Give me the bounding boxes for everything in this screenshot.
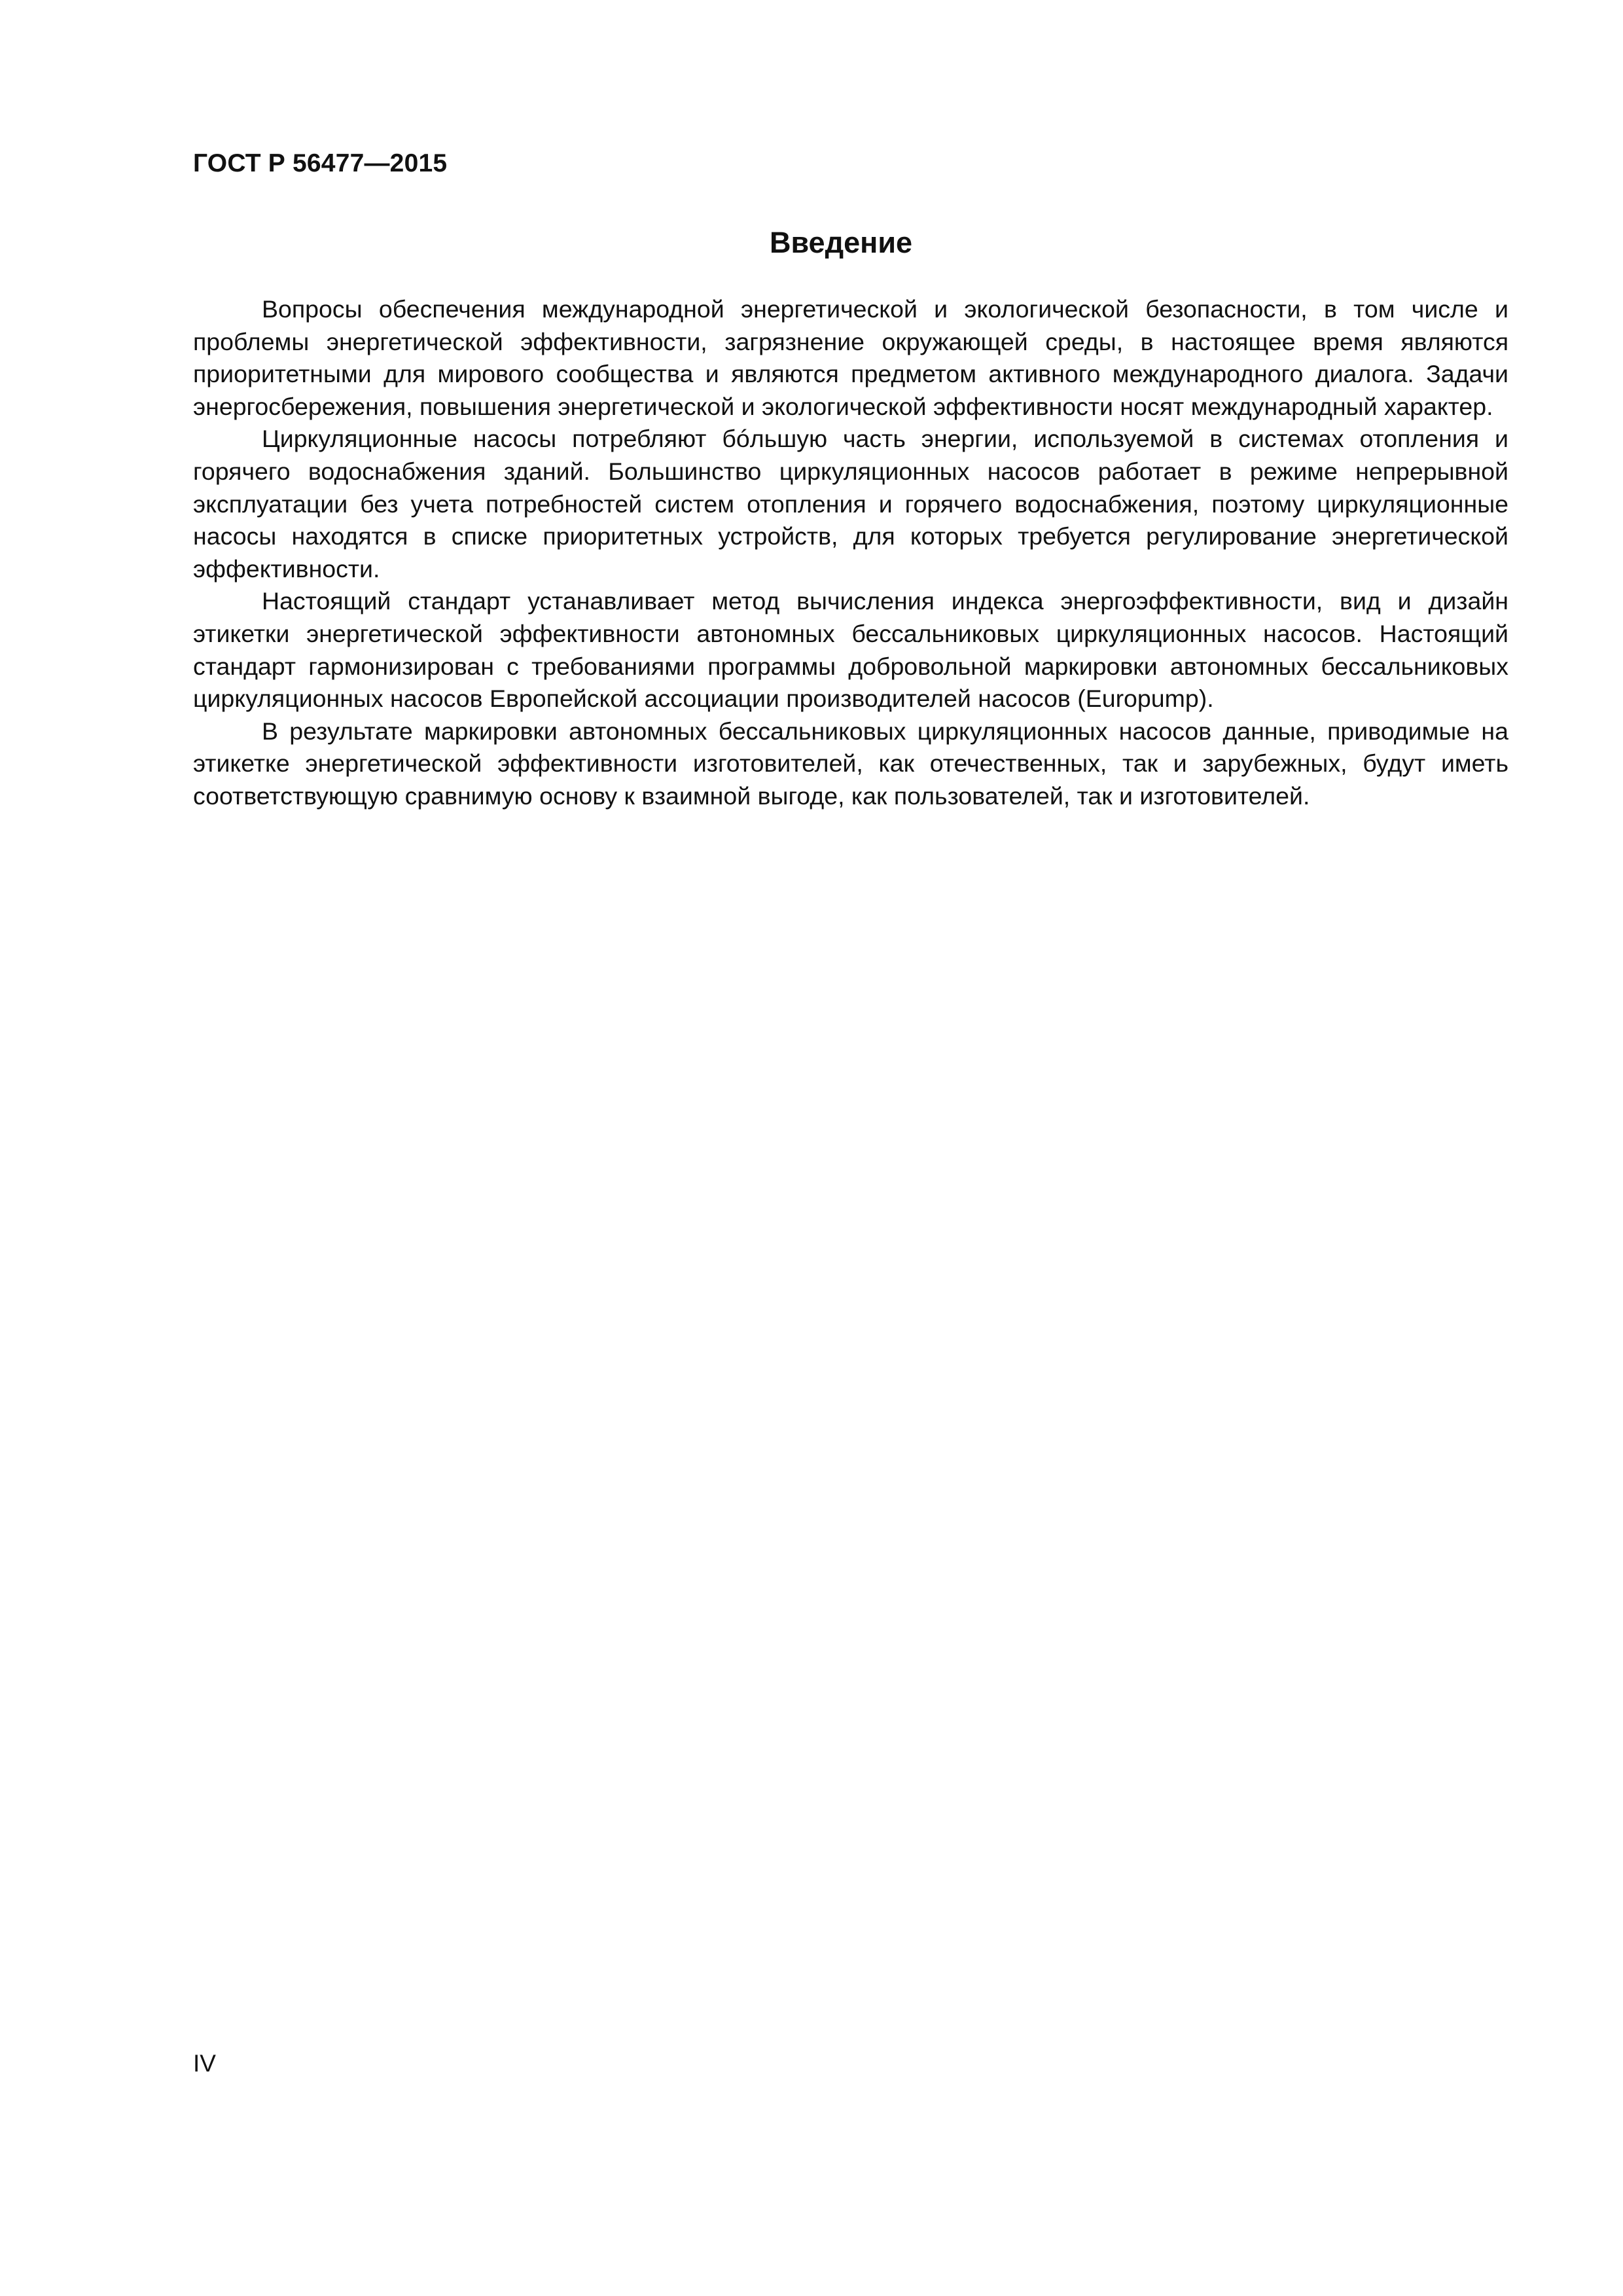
page-number: IV — [193, 2050, 216, 2077]
section-title: Введение — [769, 226, 913, 259]
paragraph-2: Циркуляционные насосы потребляют бóльшую часть энергии, используемой в системах отопления и горячего водоснабжения зданий. Большинство циркуляционных насосов работает в режиме непрерывной эксплуатации без учета потребностей систем отопления и горячего водоснабжения, поэтому циркуляционные насосы находятся в списке приоритетных устройств, для которых требуется регулирование энергетической эффективности. — [193, 425, 1508, 583]
paragraph-1: Вопросы обеспечения международной энергетической и экологической безопасности, в том числе и проблемы энергетической эффективности, загрязнение окружающей среды, в настоящее время являются приоритетными для мирового сообщества и являются предметом активного международного диалога. Задачи энергосбережения, повышения энергетической и экологической эффективности носят международный характер. — [193, 295, 1508, 420]
document-code-header: ГОСТ Р 56477—2015 — [193, 149, 448, 177]
body-text — [193, 293, 1508, 813]
paragraph-3: Настоящий стандарт устанавливает метод вычисления индекса энергоэффективности, вид и дизайн этикетки энергетической эффективности автономных бессальниковых циркуляционных насосов. Настоящий стандарт гармонизирован с требованиями программы добровольной маркировки автономных бессальниковых циркуляционных насосов Европейской ассоциации производителей насосов (Europump). — [193, 587, 1508, 713]
paragraph-4: В результате маркировки автономных бессальниковых циркуляционных насосов данные, приводимые на этикетке энергетической эффективности изготовителей, как отечественных, так и зарубежных, будут иметь соответствующую сравнимую основу к взаимной выгоде, как пользователей, так и изготовителей. — [193, 717, 1508, 810]
